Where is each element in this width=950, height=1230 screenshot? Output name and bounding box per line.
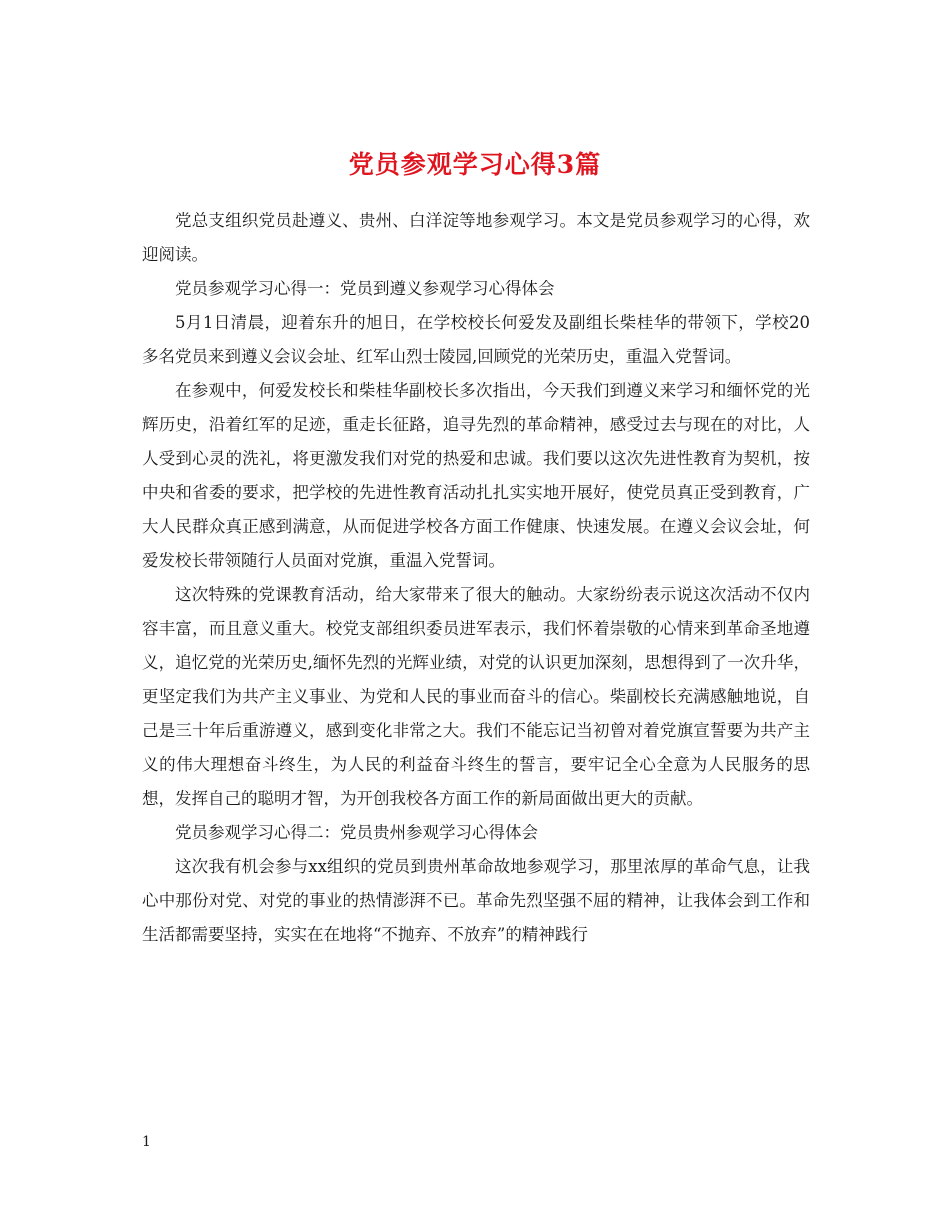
section-heading-two: 党员参观学习心得二：党员贵州参观学习心得体会 <box>175 823 538 842</box>
document-title: 党员参观学习心得3篇 <box>348 149 602 179</box>
paragraph-intro: 党总支组织党员赴遵义、贵州、白洋淀等地参观学习。本文是党员参观学习的心得，欢迎阅读。 <box>142 211 810 264</box>
page-number: 1 <box>142 1134 151 1150</box>
section-heading-one: 党员参观学习心得一：党员到遵义参观学习心得体会 <box>175 279 555 298</box>
paragraph: 这次我有机会参与xx组织的党员到贵州革命故地参观学习，那里浓厚的革命气息，让我心中那份对党、对党的事业的热情澎湃不已。革命先烈坚强不屈的精神，让我体会到工作和生活都需要坚持，实实在在地将“不抛弃、不放弃”的精神践行 <box>142 857 810 944</box>
paragraph: 5月1日清晨，迎着东升的旭日，在学校校长何爱发及副组长柴桂华的带领下，学校20多名党员来到遵义会议会址、红军山烈士陵园,回顾党的光荣历史，重温入党誓词。 <box>142 313 810 366</box>
paragraph: 这次特殊的党课教育活动，给大家带来了很大的触动。大家纷纷表示说这次活动不仅内容丰富，而且意义重大。校党支部组织委员进军表示，我们怀着崇敬的心情来到革命圣地遵义，追忆党的光荣历史,缅怀先烈的光辉业绩，对党的认识更加深刻，思想得到了一次升华，更坚定我们为共产主义事业、为党和人民的事业而奋斗的信心。柴副校长充满感触地说，自己是三十年后重游遵义，感到变化非常之大。我们不能忘记当初曾对着党旗宣誓要为共产主义的伟大理想奋斗终生，为人民的利益奋斗终生的誓言，要牢记全心全意为人民服务的思想，发挥自己的聪明才智，为开创我校各方面工作的新局面做出更大的贡献。 <box>142 585 810 808</box>
document-body <box>142 204 810 952</box>
paragraph: 在参观中，何爱发校长和柴桂华副校长多次指出，今天我们到遵义来学习和缅怀党的光辉历史，沿着红军的足迹，重走长征路，追寻先烈的革命精神，感受过去与现在的对比，人人受到心灵的洗礼，将更激发我们对党的热爱和忠诚。我们要以这次先进性教育为契机，按中央和省委的要求，把学校的先进性教育活动扎扎实实地开展好，使党员真正受到教育，广大人民群众真正感到满意，从而促进学校各方面工作健康、快速发展。在遵义会议会址，何爱发校长带领随行人员面对党旗，重温入党誓词。 <box>142 381 810 570</box>
